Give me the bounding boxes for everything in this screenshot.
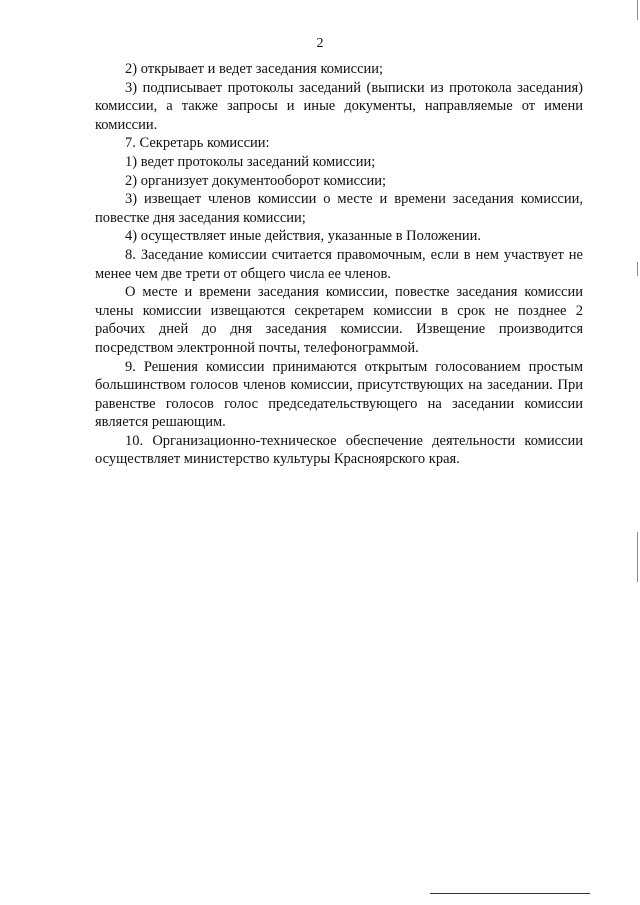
page-number: 2 [316, 36, 324, 51]
bottom-rule [430, 893, 590, 894]
paragraph-secretary-duty-4: 4) осуществляет иные действия, указанные в Положении. [125, 228, 481, 245]
paragraph-quorum: 8. Заседание комиссии считается правомочным, если в нем участвует не менее чем две трети от общего числа ее членов. [95, 246, 583, 282]
paragraph-secretary-duty-2: 2) организует документооборот комиссии; [125, 172, 387, 189]
paragraph-chair-duty-3: 3) подписывает протоколы заседаний (выписки из протокола заседания) комиссии, а также запросы и иные документы, направляемые от имени комиссии. [95, 79, 583, 133]
paragraph-secretary-heading: 7. Секретарь комиссии: [125, 135, 270, 152]
paragraph-secretary-duty-1: 1) ведет протоколы заседаний комиссии; [125, 153, 376, 170]
paragraph-support: 10. Организационно-техническое обеспечение деятельности комиссии осуществляет министерство культуры Красноярского края. [95, 432, 583, 468]
document-body [95, 60, 583, 469]
paragraph-chair-duty-2: 2) открывает и ведет заседания комиссии; [125, 61, 384, 77]
scan-edge-mark-middle [637, 262, 638, 276]
paragraph-secretary-duty-3: 3) извещает членов комиссии о месте и времени заседания комиссии, повестке дня заседания комиссии; [95, 191, 583, 226]
paragraph-decisions: 9. Решения комиссии принимаются открытым голосованием простым большинством голосов членов комиссии, присутствующих на заседании. При равенстве голосов голос председательствующего на заседании комиссии является решающим. [95, 358, 583, 431]
paragraph-notification: О месте и времени заседания комиссии, повестке заседания комиссии члены комиссии извещаются секретарем комиссии в срок не позднее 2 рабочих дней до дня заседания комиссии. Извещение производится посредством электронной почты, телефонограммой. [95, 284, 583, 356]
scan-edge-mark-top [637, 0, 638, 20]
scan-edge-mark-lower [637, 532, 638, 582]
